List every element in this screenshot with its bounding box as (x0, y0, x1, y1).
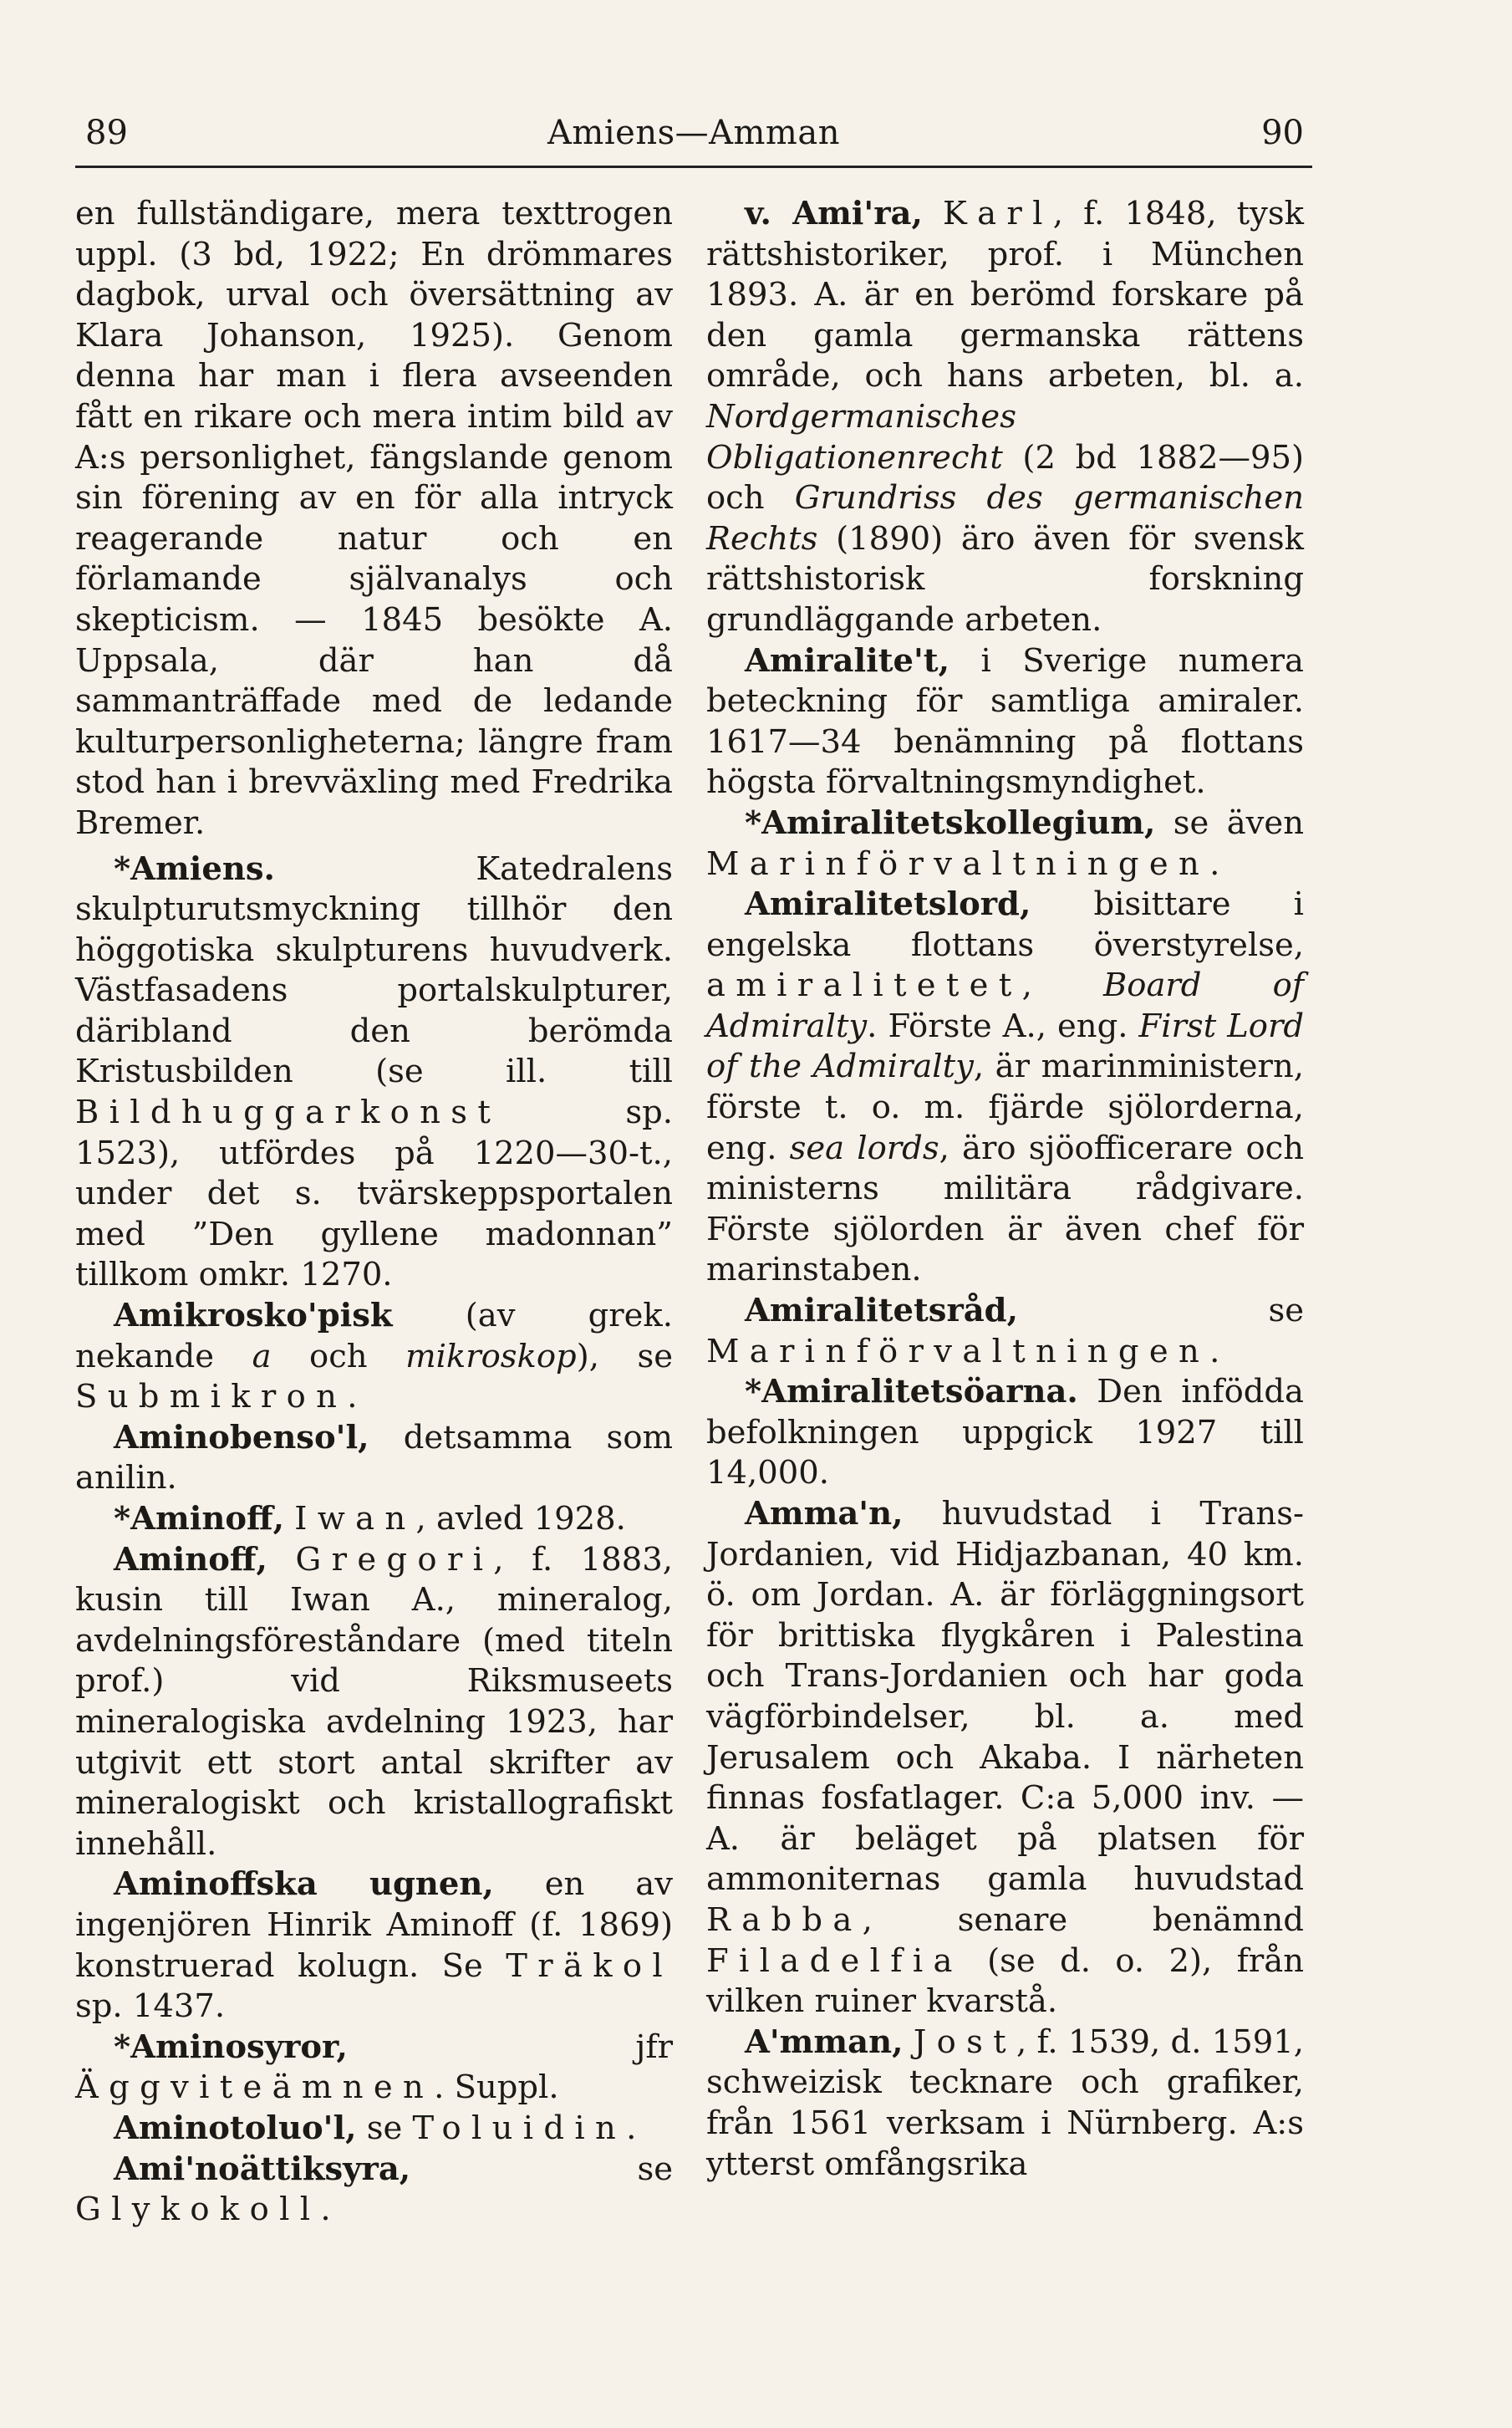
headword: v. Ami'ra, (745, 195, 923, 232)
headword: Amiralitetsråd, (745, 1292, 1019, 1330)
headword: Aminoff, (114, 1540, 267, 1579)
headword: *Amiralitetsöarna. (745, 1373, 1078, 1411)
entry-amiralitetslord: Amiralitetslord, bisittare i engelska flottans överstyrelse, amiralitetet, Board of Admiralty. Förste A., eng. First Lord of the Admiralty, är marinministern, förste t. o. m. fjärde sjölorderna, eng. sea lords, äro sjöofficerare och ministerns militära rådgivare. Förste sjölorden är även chef för marinstaben. (706, 885, 1304, 1289)
entry-aminotoluol: Aminotoluo'l, se Toluidin. (114, 2109, 637, 2147)
entry-continuation: en fullständigare, mera texttrogen uppl. (3 bd, 1922; En drömmares dagbok, urval och översättning av Klara Johanson, 1925). Genom denna har man i flera avseenden fått en rikare och mera intim bild av A:s personlighet, fängslande genom sin förening av en för alla intryck reagerande natur och en förlamande självanalys och skepticism. — 1845 besökte A. Uppsala, där han då sammanträffade med de ledande kulturpersonligheterna; längre fram stod han i brevväxling med Fredrika Bremer. (75, 195, 673, 842)
entry-aminoattiksyra: Ami'noättiksyra, se Glykokoll. (75, 2150, 673, 2229)
entry-amiralitetsoarna: *Amiralitetsöarna. Den infödda befolkningen uppgick 1927 till 14,000. (706, 1373, 1304, 1492)
entry-amira: v. Ami'ra, Karl, f. 1848, tysk rättshistoriker, prof. i München 1893. A. är en berömd forskare på den gamla germanska rättens område, och hans arbeten, bl. a. Nordgermanisches Obligationenrecht (2 bd 1882—95) och Grundriss des germanischen Rechts (1890) äro även för svensk rättshistorisk forskning grundläggande arbeten. (706, 195, 1304, 639)
page-header (75, 107, 1312, 168)
entry-aminoff-iwan: *Aminoff, Iwan, avled 1928. (114, 1500, 626, 1538)
headword: A'mman, (745, 2022, 904, 2061)
entry-amiralitetsrad: Amiralitetsråd, se Marinförvaltningen. (706, 1292, 1304, 1370)
entry-amikroskopisk: Amikrosko'pisk (av grek. nekande a och mikroskop), se Submikron. (75, 1297, 674, 1416)
headword: *Amiralitetskollegium, (745, 803, 1156, 842)
left-column (75, 194, 673, 2231)
right-column (706, 194, 1304, 2185)
entry-aminoffska-ugnen: Aminoffska ugnen, en av ingenjören Hinrik Aminoff (f. 1869) konstruerad kolugn. Se Träkol sp. 1437. (75, 1865, 673, 2026)
headword: Aminoffska ugnen, (114, 1865, 494, 1904)
headword: Aminobenso'l, (114, 1418, 369, 1456)
entry-amiralitet: Amiralite't, i Sverige numera beteckning för samtliga amiraler. 1617—34 benämning på flottans högsta förvaltningsmyndighet. (706, 641, 1304, 802)
headword: Amiralitetslord, (745, 885, 1031, 924)
headword: *Amiens. (114, 849, 275, 888)
entry-aminosyror: *Aminosyror, jfr Äggviteämnen. Suppl. (75, 2028, 673, 2107)
headword: *Aminosyror, (114, 2028, 348, 2066)
headword: *Aminoff, (114, 1500, 285, 1538)
entry-aminobensol: Aminobenso'l, detsamma som anilin. (75, 1418, 673, 1497)
headword: Amma'n, (745, 1495, 904, 1533)
headword: Ami'noättiksyra, (114, 2150, 411, 2188)
running-title: Amiens—Amman (547, 114, 840, 152)
entry-aminoff-gregori: Aminoff, Gregori, f. 1883, kusin till Iwan A., mineralog, avdelningsföreståndare (med titeln prof.) vid Riksmuseets mineralogiska avdelning 1923, har utgivit ett stort antal skrifter av mineralogiskt och kristallografiskt innehåll. (75, 1540, 673, 1863)
headword: Amiralite't, (745, 641, 949, 680)
page-number-right: 90 (1261, 114, 1304, 152)
entry-amman-jost: A'mman, Jost, f. 1539, d. 1591, schweizisk tecknare och grafiker, från 1561 verksam i Nürnberg. A:s ytterst omfångsrika (706, 2022, 1304, 2183)
page-number-left: 89 (85, 114, 128, 152)
entry-amiralitetskollegium: *Amiralitetskollegium, se även Marinförvaltningen. (706, 803, 1304, 883)
headword: Amikrosko'pisk (114, 1297, 393, 1335)
headword: Aminotoluo'l, (114, 2109, 357, 2147)
entry-amman-city: Amma'n, huvudstad i Trans-Jordanien, vid Hidjazbanan, 40 km. ö. om Jordan. A. är förläggningsort för brittiska flygkåren i Palestina och Trans-Jordanien och har goda vägförbindelser, bl. a. med Jerusalem och Akaba. I närheten finnas fosfatlager. C:a 5,000 inv. — A. är beläget på platsen för ammoniternas gamla huvudstad Rabba, senare benämnd Filadelfia (se d. o. 2), från vilken ruiner kvarstå. (706, 1495, 1304, 2021)
entry-amiens: *Amiens. Katedralens skulpturutsmyckning tillhör den höggotiska skulpturens huvudverk. Västfasadens portalskulpturer, däribland den berömda Kristusbilden (se ill. till Bildhuggarkonst sp. 1523), utfördes på 1220—30-t., under det s. tvärskeppsportalen med ”Den gyllene madonnan” tillkom omkr. 1270. (75, 849, 673, 1294)
